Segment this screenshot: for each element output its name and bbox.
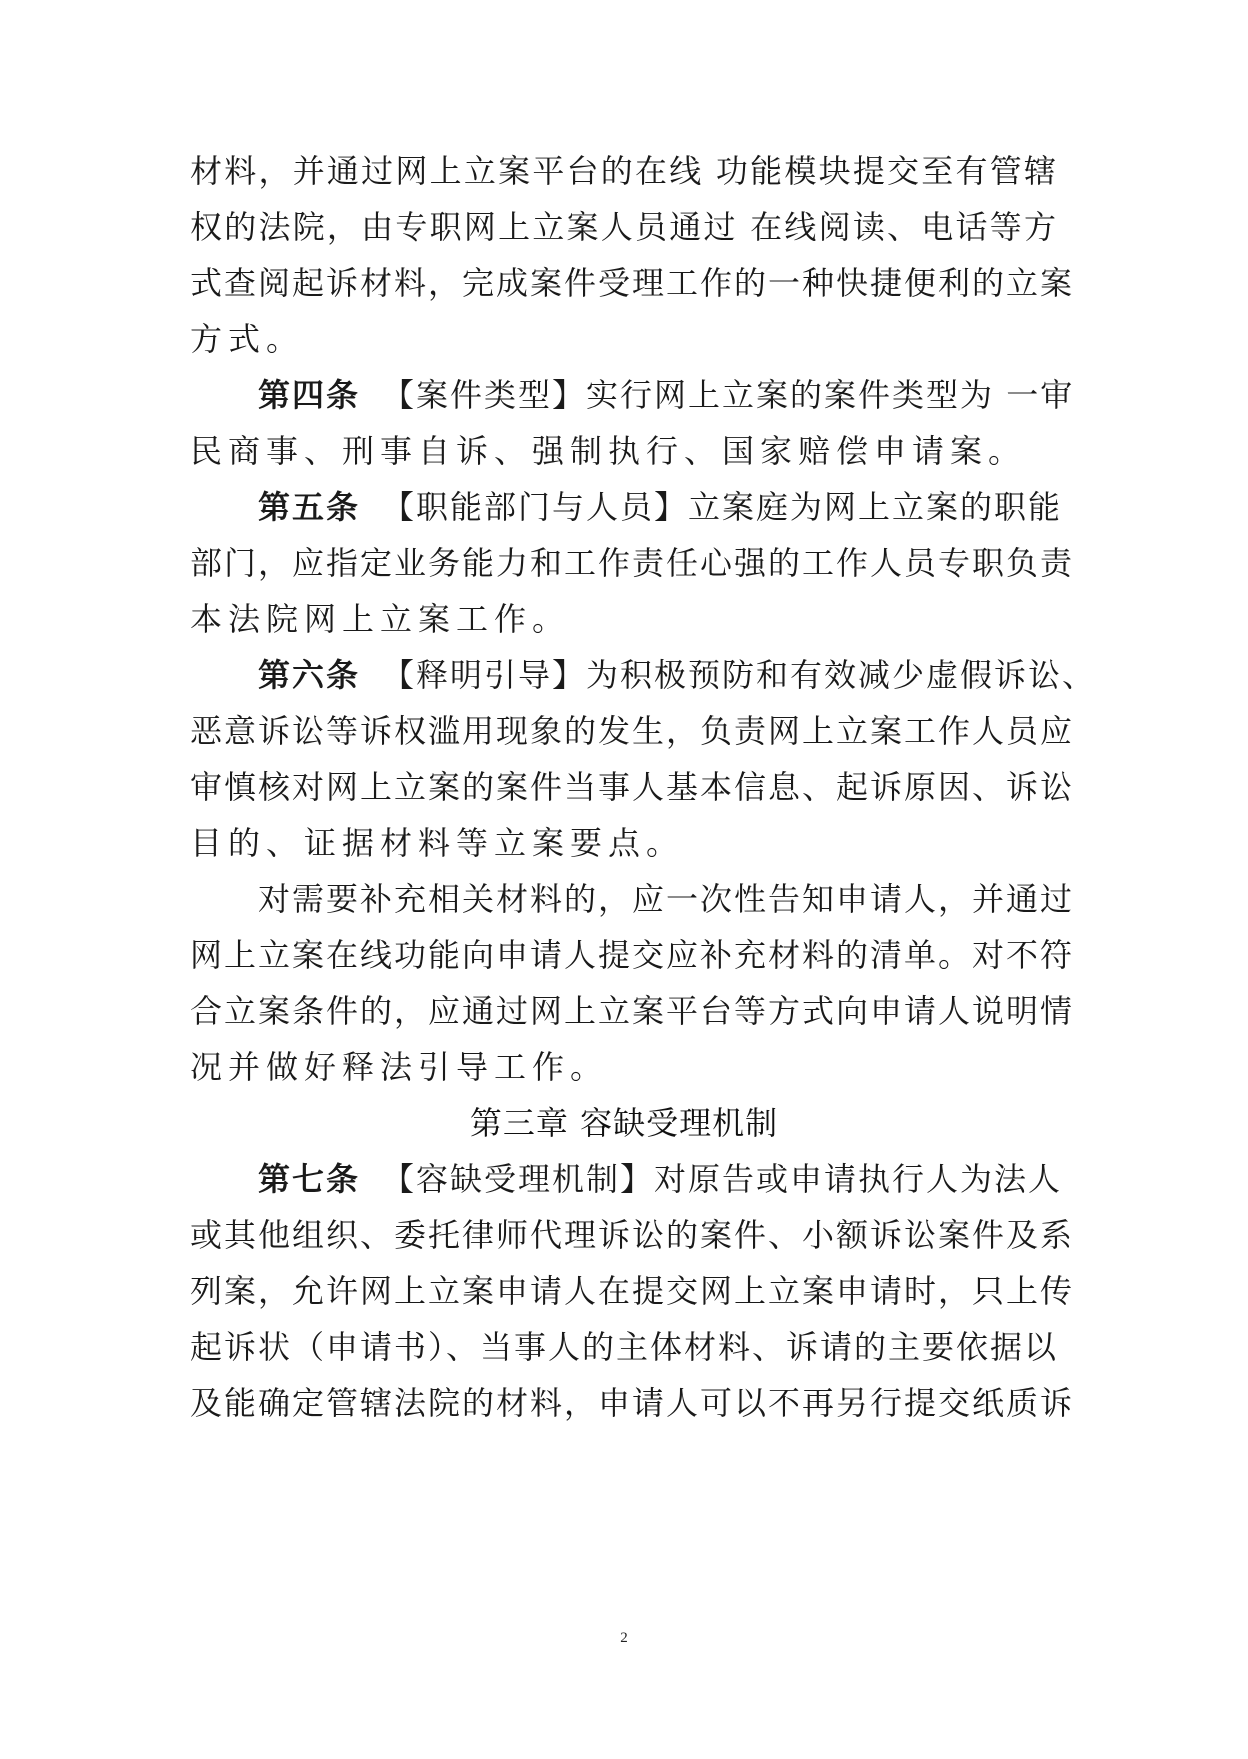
text-line: 列案，允许网上立案申请人在提交网上立案申请时，只上传: [190, 1272, 1075, 1310]
chapter-heading: 第三章 容缺受理机制: [469, 1104, 779, 1142]
article-4-text: 【案件类型】实行网上立案的案件类型为 一审: [382, 376, 1075, 414]
text-line: 审慎核对网上立案的案件当事人基本信息、起诉原因、诉讼: [190, 768, 1075, 806]
article-7-text: 【容缺受理机制】对原告或申请执行人为法人: [382, 1160, 1063, 1198]
text-line: 况并做好释法引导工作。: [190, 1048, 609, 1086]
page-number: 2: [620, 1630, 628, 1646]
text-line: 目的、证据材料等立案要点。: [190, 824, 685, 862]
text-line: 恶意诉讼等诉权滥用现象的发生，负责网上立案工作人员应: [190, 712, 1075, 750]
text-line: 对需要补充相关材料的，应一次性告知申请人，并通过: [258, 880, 1075, 918]
article-6-text: 【释明引导】为积极预防和有效减少虚假诉讼、: [382, 656, 1097, 694]
text-line: 民商事、刑事自诉、强制执行、国家赔偿申请案。: [190, 432, 1027, 470]
article-4-line: [258, 375, 1075, 415]
text-line: 网上立案在线功能向申请人提交应补充材料的清单。对不符: [190, 936, 1075, 974]
text-line: 材料，并通过网上立案平台的在线 功能模块提交至有管辖: [190, 152, 1058, 190]
article-7-number: 第七条: [258, 1160, 361, 1198]
text-line: 起诉状（申请书）、当事人的主体材料、诉请的主要依据以: [190, 1328, 1059, 1366]
article-7-line: [258, 1159, 1063, 1199]
text-line: 本法院网上立案工作。: [190, 600, 571, 638]
text-line: 方式。: [190, 320, 305, 358]
text-line: 合立案条件的，应通过网上立案平台等方式向申请人说明情: [190, 992, 1075, 1030]
text-line: 部门，应指定业务能力和工作责任心强的工作人员专职负责: [190, 544, 1075, 582]
article-5-line: [258, 487, 1063, 527]
text-line: 式查阅起诉材料，完成案件受理工作的一种快捷便利的立案: [190, 264, 1075, 302]
text-line: 或其他组织、委托律师代理诉讼的案件、小额诉讼案件及系: [190, 1216, 1075, 1254]
text-line: 权的法院，由专职网上立案人员通过 在线阅读、电话等方: [190, 208, 1058, 246]
text-line: 及能确定管辖法院的材料，申请人可以不再另行提交纸质诉: [190, 1384, 1075, 1422]
article-6-line: [258, 655, 1097, 695]
article-5-number: 第五条: [258, 488, 361, 526]
article-4-number: 第四条: [258, 376, 361, 414]
article-6-number: 第六条: [258, 656, 361, 694]
article-5-text: 【职能部门与人员】立案庭为网上立案的职能: [382, 488, 1063, 526]
